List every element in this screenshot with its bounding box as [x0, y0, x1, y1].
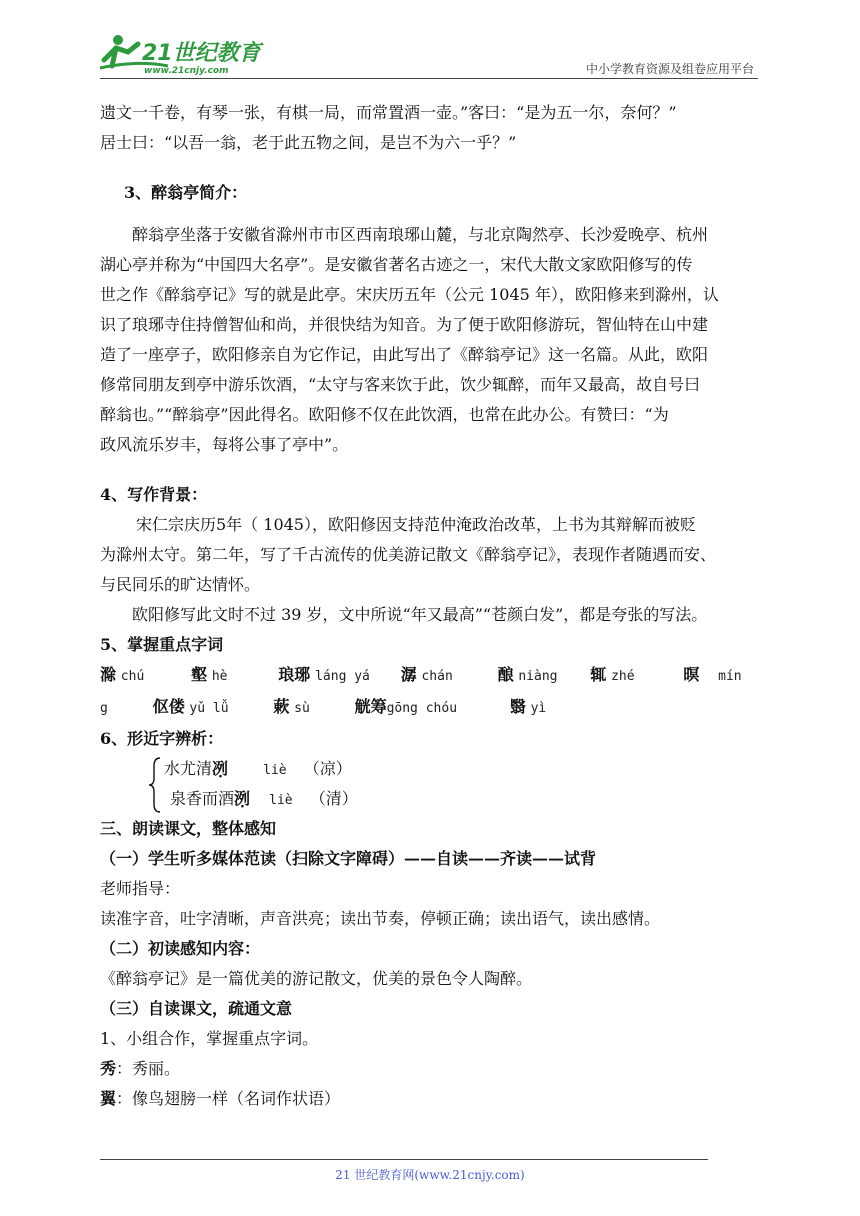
text-line: 识了琅琊寺住持僧智仙和尚，并很快结为知音。为了便于欧阳修游玩，智仙特在山中建 — [100, 315, 709, 334]
subsection-heading: （二）初读感知内容： — [100, 939, 261, 958]
term-line: 秀：秀丽。 — [100, 1059, 181, 1078]
section-5-heading: 5、掌握重点字词 — [100, 635, 224, 654]
footer-divider — [100, 1159, 708, 1160]
text-line: 居士曰：“以吾一翁，老于此五物之间，是岂不为六一乎？” — [100, 133, 517, 152]
text-line: 宋仁宗庆历5年（ 1045），欧阳修因支持范仲淹政治改革，上书为其辩解而被贬 — [136, 515, 696, 534]
text-line: 老师指导： — [100, 879, 181, 898]
part-3-heading: 三、朗读课文，整体感知 — [100, 819, 277, 838]
vocab-row: 滁 chú 壑 hè 琅琊 láng yá 潺 chán 酿 niàng 辄 zhé 暝 mín — [100, 665, 742, 684]
text-line: 政风流乐岁丰，每将公事了亭中”。 — [100, 435, 349, 454]
section-3-heading: 3、醉翁亭简介： — [124, 183, 248, 202]
page-header — [98, 28, 758, 78]
platform-name: 中小学教育资源及组卷应用平台 — [585, 62, 754, 76]
text-line: 1、小组合作，掌握重点字词。 — [100, 1029, 319, 1048]
logo-text: 21世纪教育 — [142, 41, 261, 66]
footer-text: 21 世纪教育网(www.21cnjy.com) — [335, 1168, 525, 1182]
text-line: 湖心亭并称为“中国四大名亭”。是安徽省著名古迹之一，宋代大散文家欧阳修写的传 — [100, 255, 693, 274]
similar-char-group — [148, 754, 764, 814]
logo-url: www.21cnjy.com — [144, 66, 229, 76]
text-line: 《醉翁亭记》是一篇优美的游记散文，优美的景色令人陶醉。 — [100, 969, 533, 988]
text-line: 与民同乐的旷达情怀。 — [100, 575, 261, 594]
text-line: 醉翁也。”“醉翁亭”因此得名。欧阳修不仅在此饮酒，也常在此办公。有赞曰：“为 — [100, 405, 669, 424]
text-line: 修常同朋友到亭中游乐饮酒，“太守与客来饮于此，饮少辄醉，而年又最高，故自号曰 — [100, 375, 701, 394]
term-line: 翼：像鸟翅膀一样（名词作状语） — [100, 1089, 341, 1108]
section-4-heading: 4、写作背景： — [100, 485, 208, 504]
logo-21cnjy — [98, 30, 268, 76]
document-body — [100, 98, 764, 1114]
text-line: 欧阳修写此文时不过 39 岁，文中所说“年又最高”“苍颜白发”，都是夸张的写法。 — [132, 605, 708, 624]
text-line: 造了一座亭子，欧阳修亲自为它作记，由此写出了《醉翁亭记》这一名篇。从此，欧阳 — [100, 345, 709, 364]
header-divider — [100, 78, 758, 79]
subsection-heading: （一）学生听多媒体范读（扫除文字障碍）——自读——齐读——试背 — [100, 849, 597, 868]
text-line: 遗文一千卷，有琴一张，有棋一局，而常置酒一壶。”客曰：“是为五一尔，奈何？” — [100, 103, 677, 122]
vocab-row: g 伛偻 yǔ lǚ 蔌 sù 觥筹gōng chóu 翳 yì — [100, 697, 547, 716]
text-line: 读准字音，吐字清晰，声音洪亮；读出节奏，停顿正确；读出语气，读出感情。 — [100, 909, 661, 928]
similar-char-line: 泉香而酒洌 liè （清） — [170, 789, 358, 808]
brace-icon — [148, 756, 162, 814]
section-6-heading: 6、形近字辨析： — [100, 729, 224, 748]
subsection-heading: （三）自读课文，疏通文意 — [100, 999, 293, 1018]
text-line: 醉翁亭坐落于安徽省滁州市市区西南琅琊山麓，与北京陶然亭、长沙爱晚亭、杭州 — [132, 225, 709, 244]
text-line: 为滁州太守。第二年，写了千古流传的优美游记散文《醉翁亭记》，表现作者随遇而安、 — [100, 545, 717, 564]
similar-char-line: 水尤清冽 liè （凉） — [164, 759, 352, 778]
text-line: 世之作《醉翁亭记》写的就是此亭。宋庆历五年（公元 1045 年），欧阳修来到滁州，认 — [100, 285, 719, 304]
